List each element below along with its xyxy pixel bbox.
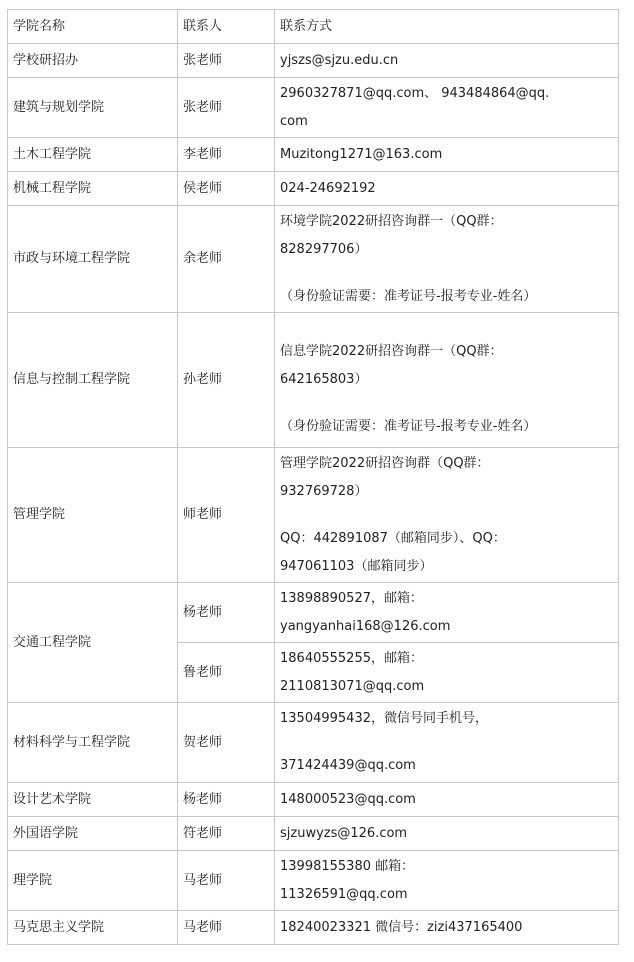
spacer-line: [280, 319, 613, 338]
contact-method: [275, 206, 619, 313]
table-row: [8, 817, 619, 851]
college-name: 机械工程学院: [8, 172, 178, 206]
contact-person: 鲁老师: [178, 643, 275, 703]
spacer-line: [280, 506, 613, 525]
contact-line: 管理学院2022研招咨询群（QQ群：: [280, 455, 490, 471]
contact-person: 符老师: [178, 817, 275, 851]
spacer-line: [280, 264, 613, 283]
college-name: 管理学院: [8, 448, 178, 583]
contact-line: 947061103（邮箱同步）: [280, 558, 433, 574]
contact-line: com: [280, 113, 308, 129]
header-contact: 联系人: [178, 10, 275, 44]
contact-method: [275, 448, 619, 583]
table-row: [8, 851, 619, 911]
contact-method: [275, 78, 619, 138]
contact-line: 环境学院2022研招咨询群一（QQ群：: [280, 213, 503, 229]
college-name: 外国语学院: [8, 817, 178, 851]
contact-person: 贺老师: [178, 703, 275, 783]
contact-line: 932769728）: [280, 483, 368, 499]
header-method: 联系方式: [275, 10, 619, 44]
spacer-line: [280, 394, 613, 413]
contact-method: [275, 851, 619, 911]
contact-person: 师老师: [178, 448, 275, 583]
contact-line: （身份验证需要：准考证号-报考专业-姓名）: [280, 288, 537, 304]
contact-person: 侯老师: [178, 172, 275, 206]
contact-line: yangyanhai168@126.com: [280, 618, 451, 634]
college-name: 理学院: [8, 851, 178, 911]
contact-line: yjszs@sjzu.edu.cn: [280, 52, 399, 68]
contact-line: 18240023321 微信号：zizi437165400: [280, 919, 523, 935]
table-row: [8, 172, 619, 206]
college-name: 学校研招办: [8, 44, 178, 78]
contact-person: 张老师: [178, 44, 275, 78]
contact-line: 13898890527，邮箱：: [280, 590, 423, 606]
contact-line: 024-24692192: [280, 180, 376, 196]
contact-person: 杨老师: [178, 783, 275, 817]
college-name: 建筑与规划学院: [8, 78, 178, 138]
contact-method: [275, 138, 619, 172]
contact-line: 18640555255，邮箱：: [280, 650, 423, 666]
table-header-row: [8, 10, 619, 44]
contact-method: [275, 643, 619, 703]
contact-line: 13504995432，微信号同手机号，: [280, 711, 488, 726]
contact-method: [275, 703, 619, 783]
college-name: 信息与控制工程学院: [8, 313, 178, 448]
contact-person: 孙老师: [178, 313, 275, 448]
contact-person: 李老师: [178, 138, 275, 172]
table-row: [8, 783, 619, 817]
table-row: [8, 44, 619, 78]
college-name: 设计艺术学院: [8, 783, 178, 817]
contact-line: （身份验证需要：准考证号-报考专业-姓名）: [280, 419, 537, 434]
table-row: [8, 78, 619, 138]
contact-person: 马老师: [178, 851, 275, 911]
table-row: [8, 138, 619, 172]
contact-line: 371424439@qq.com: [280, 758, 416, 773]
table-row: [8, 911, 619, 945]
contacts-table: [7, 9, 619, 945]
college-name: 交通工程学院: [8, 583, 178, 703]
contact-line: 2110813071@qq.com: [280, 678, 425, 694]
table-row: [8, 583, 619, 643]
table-row: [8, 313, 619, 448]
table-row: [8, 448, 619, 583]
college-name: 马克思主义学院: [8, 911, 178, 945]
contact-line: 148000523@qq.com: [280, 791, 416, 807]
contact-line: 13998155380 邮箱：: [280, 858, 415, 874]
table-row: [8, 206, 619, 313]
contact-line: 642165803）: [280, 372, 368, 387]
contact-method: [275, 172, 619, 206]
contact-method: [275, 783, 619, 817]
spacer-line: [280, 733, 613, 752]
header-college: 学院名称: [8, 10, 178, 44]
contact-person: 马老师: [178, 911, 275, 945]
table-row: [8, 703, 619, 783]
contact-line: 828297706）: [280, 241, 368, 257]
contact-line: Muzitong1271@163.com: [280, 146, 443, 162]
contact-line: sjzuwyzs@126.com: [280, 825, 408, 841]
contact-method: [275, 313, 619, 448]
contact-line: 信息学院2022研招咨询群一（QQ群：: [280, 344, 503, 359]
contact-person: 杨老师: [178, 583, 275, 643]
contact-person: 张老师: [178, 78, 275, 138]
contact-method: [275, 911, 619, 945]
contact-method: [275, 44, 619, 78]
contact-line: 2960327871@qq.com、 943484864@qq.: [280, 85, 550, 101]
college-name: 土木工程学院: [8, 138, 178, 172]
contact-line: 11326591@qq.com: [280, 886, 408, 902]
college-name: 市政与环境工程学院: [8, 206, 178, 313]
contact-method: [275, 583, 619, 643]
contact-line: QQ：442891087（邮箱同步）、QQ：: [280, 530, 506, 546]
college-name: 材料科学与工程学院: [8, 703, 178, 783]
contact-person: 余老师: [178, 206, 275, 313]
contact-method: [275, 817, 619, 851]
